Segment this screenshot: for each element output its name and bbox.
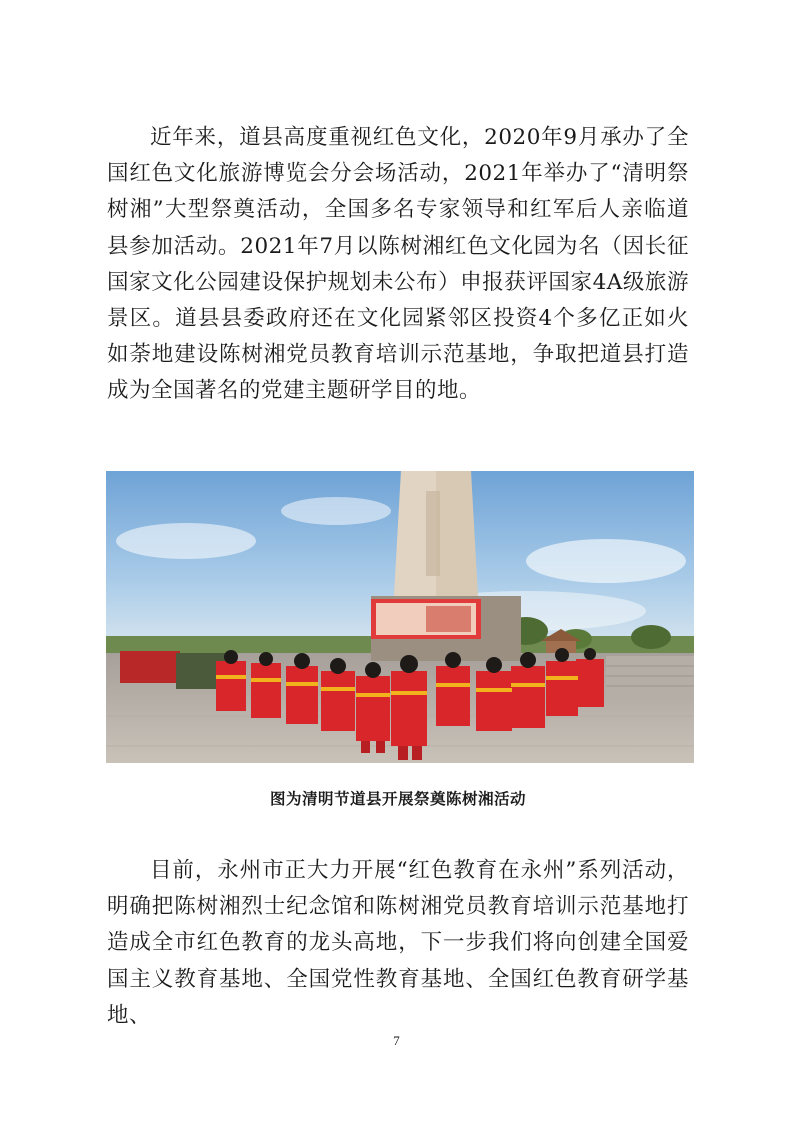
memorial-ceremony-photo [106, 471, 694, 763]
page-number: 7 [393, 1033, 400, 1048]
paragraph-2: 目前，永州市正大力开展“红色教育在永州”系列活动，明确把陈树湘烈士纪念馆和陈树湘党员教育培训示范基地打造成全市红色教育的龙头高地，下一步我们将向创建全国爱国主义教育基地、全国党性教育基地、全国红色教育研学基地、 [107, 858, 689, 1028]
figure-caption: 图为清明节道县开展祭奠陈树湘活动 [269, 789, 526, 808]
paragraph-1: 近年来，道县高度重视红色文化，2020年9月承办了全国红色文化旅游博览会分会场活动，2021年举办了“清明祭树湘”大型祭奠活动，全国多名专家领导和红军后人亲临道县参加活动。2021年7月以陈树湘红色文化园为名（因长征国家文化公园建设保护规划未公布）申报获评国家4A级旅游景区。道县县委政府还在文化园紧邻区投资4个多亿正如火如荼地建设陈树湘党员教育培训示范基地，争取把道县打造成为全国著名的党建主题研学目的地。 [107, 125, 689, 404]
